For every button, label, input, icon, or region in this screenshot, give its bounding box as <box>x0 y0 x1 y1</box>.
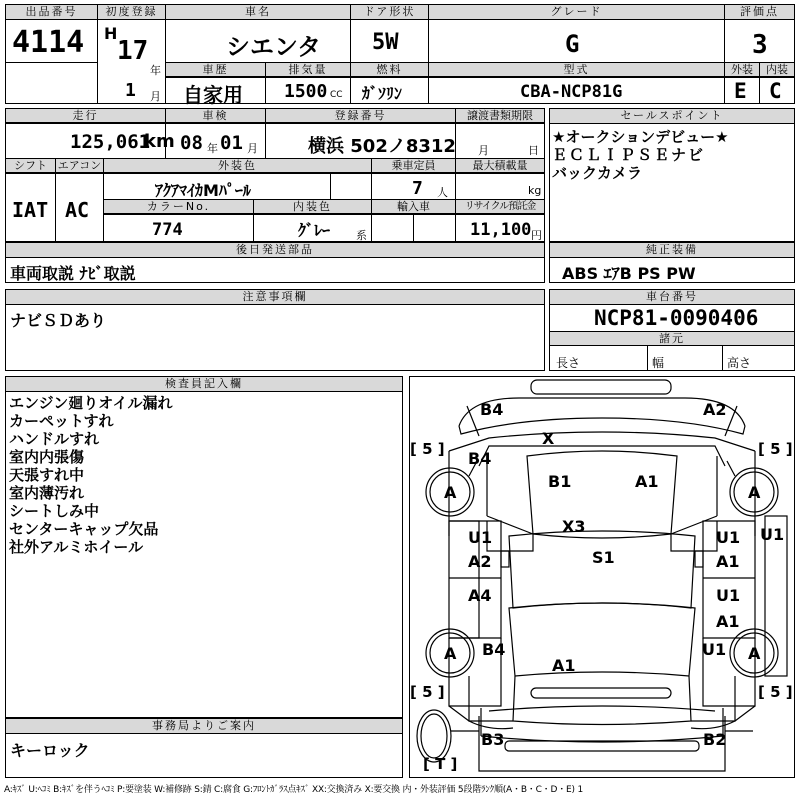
mark-door-fr-2: A1 <box>716 552 740 571</box>
color-no-value: 774 <box>152 220 183 240</box>
mark-front-right: A2 <box>703 400 727 419</box>
recycle-value: 11,100 <box>470 220 532 240</box>
exterior-label: 外装 <box>725 63 759 77</box>
tire-label-rr: [ 5 ] <box>758 683 793 701</box>
inspection-label: 車検 <box>166 109 265 123</box>
mark-roof: S1 <box>592 548 615 567</box>
door-label: ドア形状 <box>351 5 428 20</box>
model-value: CBA-NCP81G <box>520 82 623 102</box>
mark-hood-right: A1 <box>635 472 659 491</box>
mark-door-rl: A4 <box>468 586 492 605</box>
year-unit: 年 <box>150 64 161 77</box>
shift-label: シフト <box>6 159 55 173</box>
office-value: キーロック <box>10 741 90 760</box>
month-unit: 月 <box>150 90 161 103</box>
ac-value: AC <box>65 198 90 222</box>
score-label: 評価点 <box>725 5 794 20</box>
sales-lines <box>552 128 729 182</box>
color-no-label: カラーNo. <box>104 200 253 214</box>
load-label: 最大積載量 <box>456 159 544 173</box>
car-diagram-svg <box>409 376 795 778</box>
lot-number: 4114 <box>12 25 85 60</box>
mark-fender-left: B4 <box>468 449 492 468</box>
exterior-grade: E <box>734 79 747 103</box>
import-label: 輸入車 <box>372 200 455 214</box>
insp-year-unit: 年 <box>207 142 218 155</box>
tire-label-fl: [ 5 ] <box>410 440 445 458</box>
sales-line: ＥＣＬＩＰＳＥナビ <box>552 146 706 164</box>
grade: G <box>565 30 580 58</box>
later-parts-value: 車両取説 ﾅﾋﾞ取説 <box>10 264 136 283</box>
load-unit: kg <box>528 184 542 197</box>
tire-label-fr: [ 5 ] <box>758 440 793 458</box>
mark-rear-center: A1 <box>552 656 576 675</box>
displacement-value: 1500 <box>284 81 328 102</box>
chassis-number: NCP81-0090406 <box>594 306 759 330</box>
spare-tire-label: [ T ] <box>423 755 458 773</box>
inspector-line: 室内薄汚れ <box>9 484 85 502</box>
history-label: 車歴 <box>166 63 265 77</box>
recycle-unit: 円 <box>531 229 542 242</box>
interior-label: 内装 <box>760 63 794 77</box>
mark-tire-rl: A <box>444 644 457 663</box>
first-reg-label: 初度登録 <box>98 5 165 20</box>
mark-tire-fl: A <box>444 483 457 502</box>
displacement-unit: CC <box>330 90 343 100</box>
ac-label: エアコン <box>57 159 102 172</box>
mark-tire-fr: A <box>748 483 761 502</box>
inspector-line: シートしみ中 <box>9 502 100 520</box>
mileage-label: 走行 <box>6 109 165 123</box>
later-parts-label: 後日発送部品 <box>6 243 544 258</box>
color-label: 外装色 <box>104 159 371 173</box>
mark-front-left: B4 <box>480 400 504 419</box>
plate-value: 横浜 502ノ8312 <box>308 136 456 157</box>
int-color-unit: 系 <box>356 229 367 242</box>
capacity-unit: 人 <box>437 186 448 199</box>
transfer-label: 譲渡書類期限 <box>456 109 544 123</box>
height-label: 高さ <box>727 356 752 370</box>
length-label: 長さ <box>556 356 581 370</box>
tire-label-rl: [ 5 ] <box>410 683 445 701</box>
sales-line: バックカメラ <box>552 164 643 182</box>
genuine-label: 純正装備 <box>550 243 794 258</box>
reg-year: 17 <box>117 36 149 66</box>
inspector-line: ハンドルすれ <box>9 430 100 448</box>
mileage-unit: km <box>144 131 175 152</box>
mark-mirror-right: U1 <box>760 525 785 544</box>
mark-door-rr: U1 <box>716 586 741 605</box>
recycle-label: リサイクル預託金 <box>456 200 544 214</box>
mark-quarter-right: U1 <box>702 640 727 659</box>
plate-label: 登録番号 <box>266 109 455 123</box>
reg-month: 1 <box>125 80 136 101</box>
mark-windshield: X3 <box>562 517 586 536</box>
mark-door-rr-2: A1 <box>716 612 740 631</box>
inspector-label: 検査員記入欄 <box>6 377 402 392</box>
mileage-value: 125,061 <box>70 131 151 153</box>
capacity-value: 7 <box>412 178 423 199</box>
inspection-year: 08 <box>180 132 203 154</box>
mark-hood-left: B1 <box>548 472 572 491</box>
chassis-label: 車台番号 <box>550 290 794 305</box>
inspector-line: 室内内張傷 <box>9 448 85 466</box>
mark-rear-left: B3 <box>481 730 505 749</box>
mark-door-fr: U1 <box>716 528 741 547</box>
score: 3 <box>752 30 768 60</box>
inspector-line: エンジン廻りオイル漏れ <box>9 394 173 412</box>
shift-value: IAT <box>12 198 49 222</box>
door-type: 5W <box>372 30 399 55</box>
era: H <box>104 24 118 43</box>
mark-rear-right: B2 <box>703 730 727 749</box>
interior-grade: C <box>769 79 782 103</box>
notes-label: 注意事項欄 <box>6 290 544 305</box>
model-label: 型式 <box>429 63 724 77</box>
sales-label: セールスポイント <box>550 109 794 124</box>
inspector-line: カーペットすれ <box>9 412 114 430</box>
sales-line: ★オークションデビュー★ <box>552 128 729 146</box>
inspector-line: 天張すれ中 <box>9 466 85 484</box>
legend: A:ｷｽﾞ U:ﾍｺﾐ B:ｷｽﾞを伴うﾍｺﾐ P:要塗装 W:補修跡 S:錆 C:腐食 G:ﾌﾛﾝﾄｶﾞﾗｽ点ｷｽﾞ XX:交換済み X:要交換 内・外装評価 5段階ﾗﾝｸ順(A・B・C・D・E) 1 <box>4 785 583 795</box>
inspector-line: 社外アルミホイール <box>9 538 144 556</box>
lot-label: 出品番号 <box>6 5 97 20</box>
insp-month-unit: 月 <box>247 142 258 155</box>
mark-door-fl-2: A2 <box>468 552 492 571</box>
genuine-value: ABS ｴｱB PS PW <box>562 264 696 283</box>
displacement-label: 排気量 <box>266 63 350 77</box>
office-label: 事務局よりご案内 <box>6 719 402 734</box>
transfer-day: 日 <box>528 144 539 157</box>
color-value: ｱｸｱﾏｲｶMﾊﾟｰﾙ <box>155 181 251 200</box>
inspection-month: 01 <box>220 132 243 154</box>
transfer-month: 月 <box>478 144 489 157</box>
car-name: シエンタ <box>226 33 322 61</box>
mark-front-center: X <box>542 429 555 448</box>
int-color-label: 内装色 <box>254 200 371 214</box>
mark-tire-rr: A <box>748 644 761 663</box>
capacity-label: 乗車定員 <box>372 159 455 173</box>
width-label: 幅 <box>652 356 665 370</box>
notes-value: ナビＳＤあり <box>10 311 107 330</box>
name-label: 車名 <box>166 5 350 20</box>
fuel-value: ｶﾞｿﾘﾝ <box>362 84 403 103</box>
int-color-value: ｸﾞﾚｰ <box>298 221 331 240</box>
dims-label: 諸元 <box>550 331 794 346</box>
history-value: 自家用 <box>183 83 243 107</box>
mark-quarter-left: B4 <box>482 640 506 659</box>
inspector-lines <box>9 394 173 556</box>
fuel-label: 燃料 <box>351 63 428 77</box>
grade-label: グレード <box>429 5 724 20</box>
inspector-line: センターキャップ欠品 <box>9 520 159 538</box>
mark-door-fl: U1 <box>468 528 493 547</box>
